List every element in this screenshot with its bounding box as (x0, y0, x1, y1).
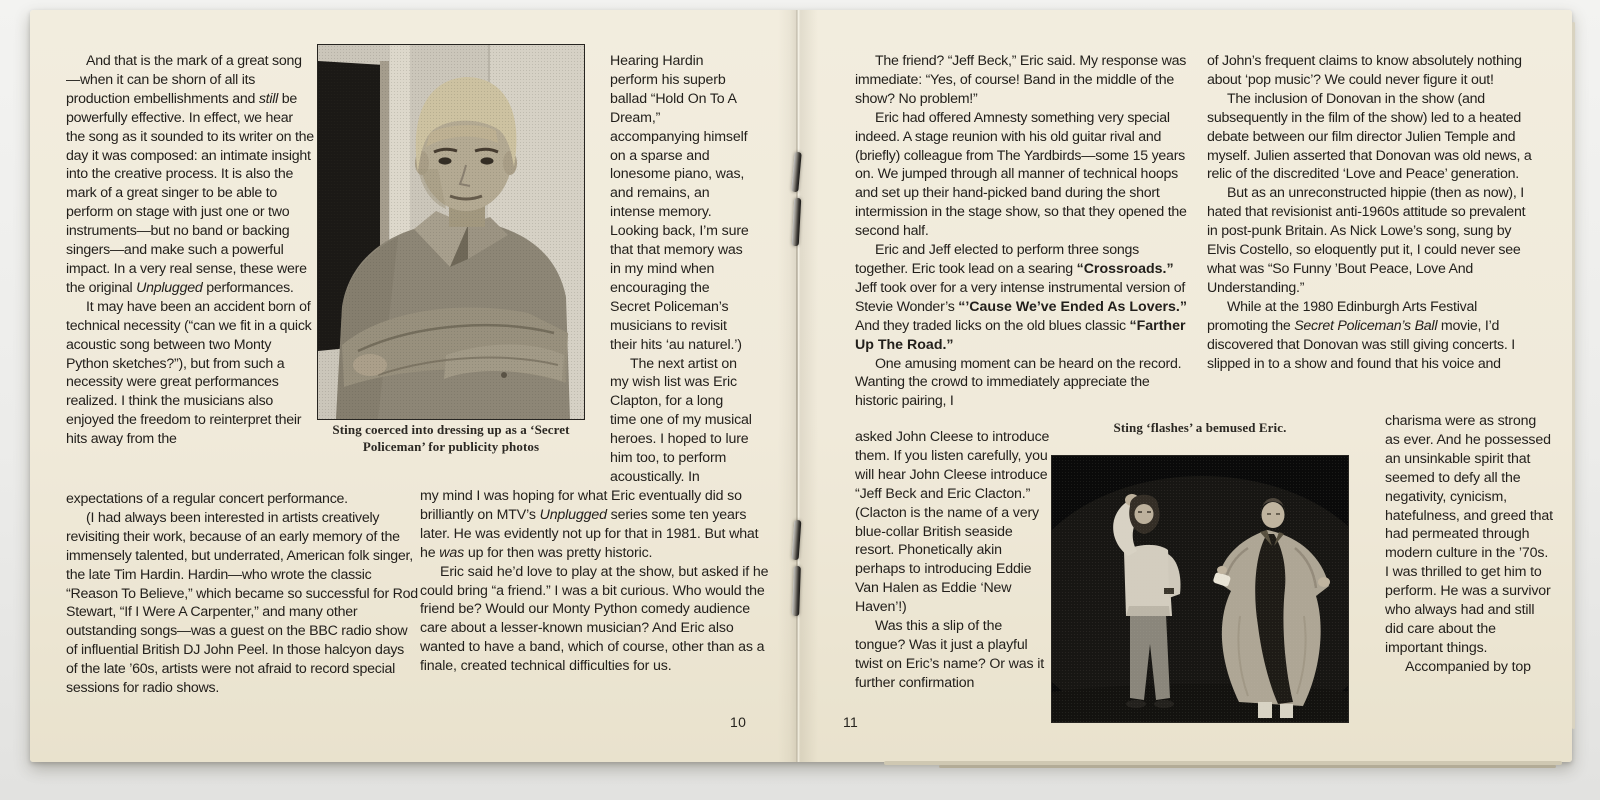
center-fold-crease (796, 10, 798, 762)
page10-column1-lower: expectations of a regular concert performance. (I had always been interested in artists creatively revisiting their work, because of an early memory of the immensely talented, but underrated, American folk singer, the late Tim Hardin. Hardin—who wrote the classic “Reason To Believe,” which became so successful for Rod Stewart, “If I Were A Carpenter,” and many other outstanding songs—was a guest on the BBC radio show of influential British DJ John Peel. In those halcyon days of the late ’60s, artists were not afraid to record special sessions for radio shows. (66, 491, 418, 697)
photo-caption-right: Sting ‘flashes’ a bemused Eric. (1113, 420, 1287, 435)
booklet-spread (30, 10, 1572, 762)
page-number-11: 11 (843, 714, 859, 730)
photo-sting-flashes-eric (1052, 456, 1348, 722)
page10-bottom-block: my mind I was hoping for what Eric eventually did so brilliantly on MTV’s Unplugged series some ten years later. He was evidently not up for that in 1981. But what he was up for then was pretty historic. Eric said he’d love to play at the show, but asked if he could bring “a friend.” I was a bit curious. Who would the friend be? Would our Monty Python comedy audience care about a lesser-known musician? And Eric also wanted to have a band, which of course, other than as a finale, created technical difficulties for us. (420, 488, 769, 675)
paper-right-edge (1572, 22, 1575, 729)
page11-column2-upper: of John’s frequent claims to know absolutely nothing about ‘pop music’? We could never figure it out! The inclusion of Donovan in the show (and subsequently in the film of the show) led to a heated debate between our film director Julien Temple and myself. Julien asserted that Donovan was old news, a relic of the discredited ‘Love and Peace’ generation. But as an unreconstructed hippie (then as now), I hated that revisionist anti-1960s attitude so prevalent in post-punk Britain. As Nick Lowe’s song, sung by Elvis Costello, so eloquently put it, I could never see what was “So Funny ’Bout Peace, Love And Understanding.” While at the 1980 Edinburgh Arts Festival promoting the Secret Policeman’s Ball movie, I’d discovered that Donovan was still giving concerts. I slipped in to a show and found that his voice and (1207, 53, 1532, 372)
page10-column1-upper: And that is the mark of a great song—when it can be shorn of all its production embellishments and still be powerfully effective. In effect, we hear the song as it sounded to its writer on the day it was composed: an intimate insight into the creative process. It is also the mark of a great singer to be able to perform on stage with just one or two instruments—but no band or backing singers—and make such a powerful impact. In a very real sense, these were the original Unplugged performances. It may have been an accident born of technical necessity (“can we fit in a quick acoustic song between two Monty Python sketches?”), but from such a necessity were great performances realized. I think the musicians also enjoyed the freedom to reinterpret their hits away from the (66, 53, 314, 448)
photo-sting-portrait (318, 45, 584, 419)
page11-column1-upper: The friend? “Jeff Beck,” Eric said. My response was immediate: “Yes, of course! Band in the middle of the show? No problem!” Eric had offered Amnesty something very special indeed. A stage reunion with his old guitar rival and (briefly) colleague from The Yardbirds—some 15 years on. We jumped through all manner of technical hoops and set up their hand-picked band during the short intermission in the stage show, so that they opened the second half. Eric and Jeff elected to perform three songs together. Eric took lead on a searing “Crossroads.” Jeff took over for a very intense instrumental version of Stevie Wonder’s “’Cause We’ve Ended As Lovers.” And they traded licks on the old blues classic “Farther Up The Road.” One amusing moment can be heard on the record. Wanting the crowd to immediately appreciate the historic pairing, I (855, 53, 1187, 410)
page10-column2-upper: Hearing Hardin perform his superb ballad “Hold On To A Dream,” accompanying himself on a sparse and lonesome piano, was, and remains, an intense memory. Looking back, I’m sure that that memory was in my mind when encouraging the Secret Policeman’s musicians to revisit their hits ‘au naturel.’) The next artist on my wish list was Eric Clapton, for a long time one of my musical heroes. I hoped to lure him too, to perform acoustically. In (610, 53, 752, 485)
page11-column2-lower: charisma were as strong as ever. And he possessed an unsinkable spirit that seemed to defy all the negativity, cynicism, hatefulness, and greed that had permeated through modern culture in the ’70s. I was thrilled to get him to perform. He was a survivor who always had and still did care about the important things. Accompanied by top (1385, 413, 1553, 675)
page-stack-edge-dark (939, 765, 1556, 768)
page-number-10: 10 (730, 714, 747, 730)
photo-caption-left: Sting coerced into dressing up as a ‘Secret Policeman’ for publicity photos (332, 422, 570, 454)
page11-column1-lower: asked John Cleese to introduce them. If you listen carefully, you will hear John Cleese introduce “Jeff Beck and Eric Clacton.” (Clacton is the name of a very blue-collar British seaside resort. Phonetically akin perhaps to introducing Eddie Van Halen as Eddie ‘New Haven’!) Was this a slip of the tongue? Was it just a playful twist on Eric’s name? Or was it further confirmation (855, 429, 1050, 691)
sting-portrait-illustration (318, 45, 584, 419)
center-fold-shading (778, 10, 818, 762)
sting-flashes-illustration (1052, 456, 1348, 722)
